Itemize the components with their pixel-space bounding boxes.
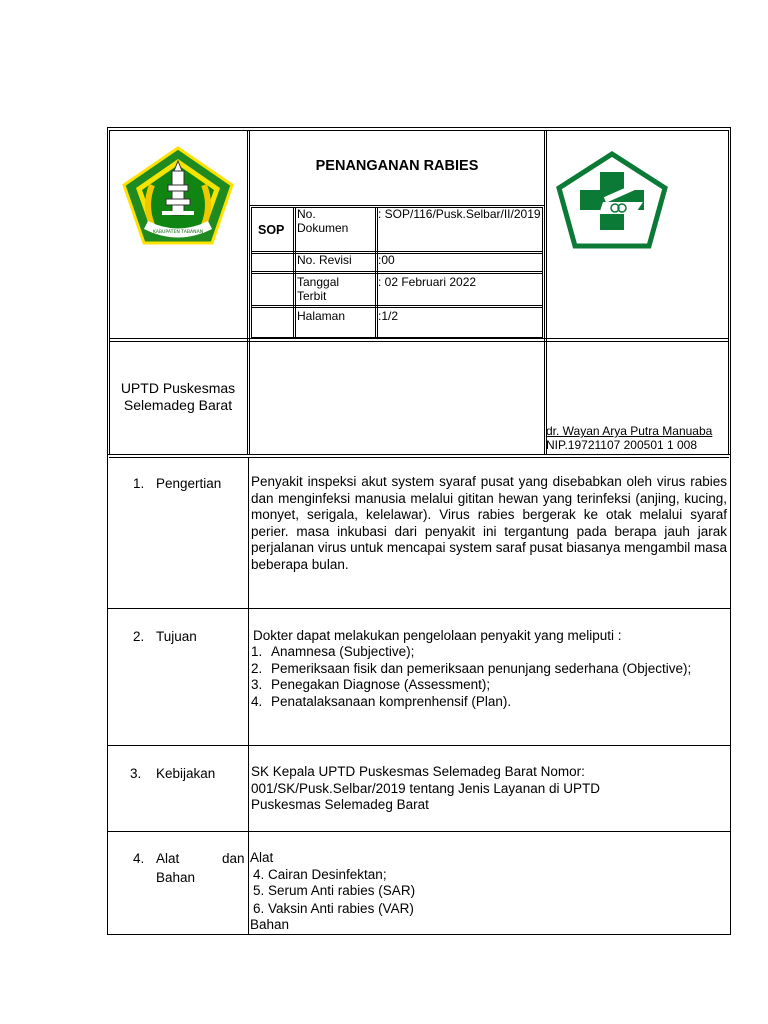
meta-label-date: Tanggal Terbit bbox=[297, 275, 340, 303]
list-item-number: 3. bbox=[251, 677, 263, 692]
divider-logo-left-2 bbox=[249, 130, 250, 454]
list-item bbox=[251, 644, 726, 661]
section-sep-3 bbox=[108, 831, 730, 832]
section-4-line-4: 6. Vaksin Anti rabies (VAR) bbox=[253, 901, 414, 916]
sop-label: SOP bbox=[258, 223, 285, 237]
puskesmas-logo-icon bbox=[555, 150, 669, 250]
section-1-body: Penyakit inspeksi akut system syaraf pusat yang disebabkan oleh virus rabies dan menginfeksi manusia melalui gititan hewan yang terinfeksi (anjing, kucing, monyet, serigala, kelelawar). Virus rabies bergerak ke otak melalui syaraf perier. masa inkubasi dari penyakit ini tergantung pada berapa jauh jarak perjalanan virus untuk mencapai system saraf pusat biasanya mengambil masa beberapa bulan. bbox=[251, 474, 727, 572]
meta-col-2 bbox=[293, 207, 294, 338]
list-item-text: Penatalaksanaan komprenhensif (Plan). bbox=[271, 693, 512, 709]
meta-col-1 bbox=[251, 207, 252, 338]
divider-logo-right bbox=[544, 130, 545, 454]
frame-top-inner bbox=[109, 130, 729, 131]
section-4-line-1: Alat bbox=[250, 850, 274, 865]
section-2-intro: Dokter dapat melakukan pengelolaan penyakit yang meliputi : bbox=[253, 628, 622, 643]
section-4-line-5: Bahan bbox=[250, 917, 290, 932]
meta-col-4 bbox=[542, 207, 543, 338]
section-3-title: Kebijakan bbox=[156, 766, 216, 781]
meta-label-rev: No. Revisi bbox=[297, 253, 352, 267]
meta-value-date: : 02 Februari 2022 bbox=[378, 275, 477, 289]
section-4-title-c: Bahan bbox=[156, 870, 196, 885]
meta-label-page: Halaman bbox=[297, 309, 346, 323]
section-4-number: 4. bbox=[133, 851, 145, 866]
signer-nip: NIP.19721107 200501 1 008 bbox=[546, 438, 698, 452]
body-divider bbox=[248, 457, 249, 935]
list-item bbox=[251, 694, 726, 711]
list-item-number: 4. bbox=[251, 693, 263, 709]
header-row-sep bbox=[109, 338, 729, 339]
signer-name: dr. Wayan Arya Putra Manuaba bbox=[546, 424, 713, 438]
divider-logo-right-2 bbox=[546, 130, 547, 454]
meta-col-2b bbox=[295, 207, 296, 338]
title-bottom bbox=[249, 205, 545, 206]
section-2-number: 2. bbox=[133, 629, 145, 644]
section-sep-1 bbox=[108, 608, 730, 609]
list-item bbox=[251, 661, 726, 678]
section-3-body: SK Kepala UPTD Puskesmas Selemadeg Barat Nomor: 001/SK/Pusk.Selbar/2019 tentang Jenis Layanan di UPTD Puskesmas Selemadeg Barat bbox=[251, 764, 600, 812]
list-item-text: Pemeriksaan fisik dan pemeriksaan penunjang sederhana (Objective); bbox=[271, 660, 692, 676]
list-item bbox=[251, 677, 726, 694]
meta-label-doc: No. Dokumen bbox=[297, 207, 349, 235]
section-sep-2 bbox=[108, 745, 730, 746]
section-4-line-2: 4. Cairan Desinfektan; bbox=[253, 867, 387, 882]
section-4-title-b: dan bbox=[222, 851, 245, 866]
list-item-text: Anamnesa (Subjective); bbox=[271, 644, 415, 659]
section-4-line-3: 5. Serum Anti rabies (SAR) bbox=[253, 883, 416, 898]
tabanan-logo-icon bbox=[122, 145, 234, 245]
list-item-number: 2. bbox=[251, 660, 263, 676]
section-2-list bbox=[251, 644, 726, 710]
divider-logo-left bbox=[247, 130, 248, 454]
meta-value-doc: : SOP/116/Pusk.Selbar/II/2019 bbox=[378, 207, 541, 221]
header-row-sep-2 bbox=[109, 341, 729, 342]
frame-right-inner bbox=[728, 130, 729, 454]
page-title: PENANGANAN RABIES bbox=[315, 158, 479, 174]
header-bottom bbox=[107, 454, 731, 455]
list-item-text: Penegakan Diagnose (Assessment); bbox=[271, 677, 491, 692]
frame-right-outer bbox=[730, 127, 731, 935]
meta-value-rev: :00 bbox=[378, 253, 395, 267]
frame-left-outer bbox=[107, 127, 108, 935]
section-2-title: Tujuan bbox=[156, 629, 197, 644]
section-1-number: 1. bbox=[133, 476, 145, 491]
section-4-title-a: Alat bbox=[156, 851, 180, 866]
tabanan-logo-text: KABUPATEN TABANAN bbox=[152, 230, 204, 235]
meta-value-page: :1/2 bbox=[378, 309, 399, 323]
section-1-title: Pengertian bbox=[156, 476, 222, 491]
frame-bottom bbox=[107, 934, 731, 935]
org-name: UPTD Puskesmas Selemadeg Barat bbox=[120, 380, 236, 413]
meta-col-3 bbox=[375, 207, 376, 338]
section-3-number: 3. bbox=[130, 766, 142, 781]
header-bottom-2 bbox=[109, 457, 729, 458]
frame-top-outer bbox=[107, 127, 731, 128]
list-item-number: 1. bbox=[251, 644, 263, 659]
